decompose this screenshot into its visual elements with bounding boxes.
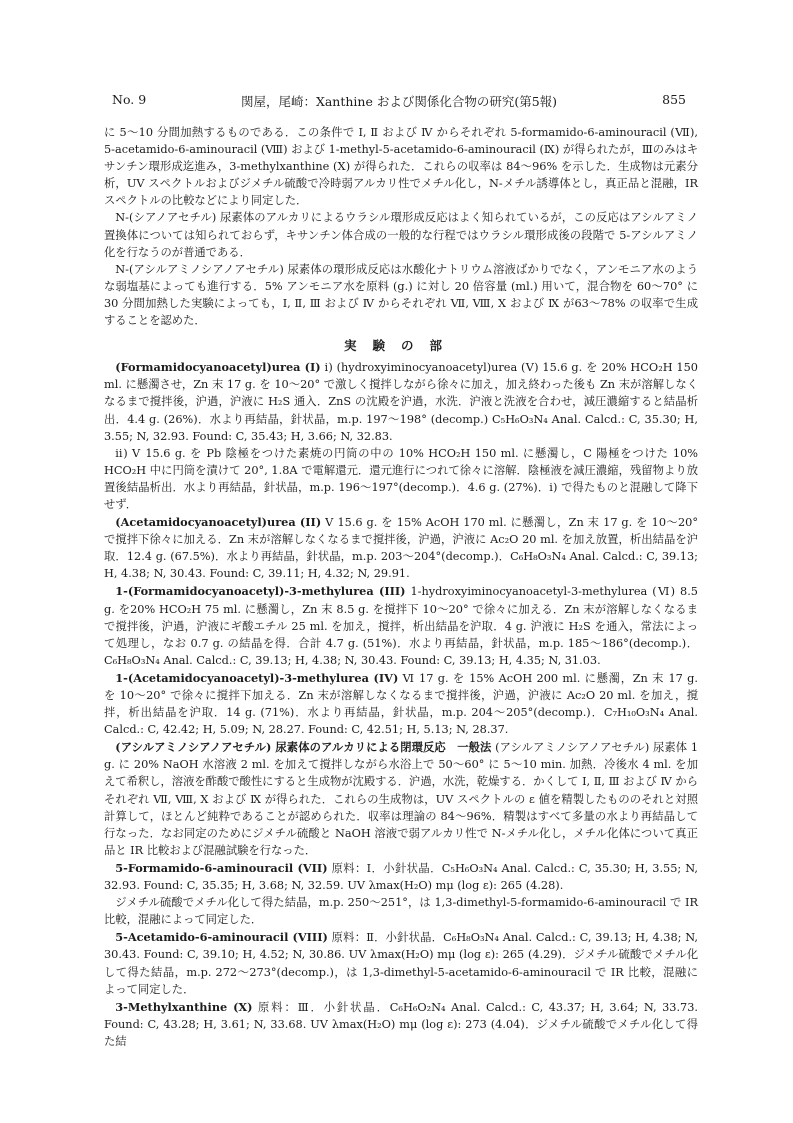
compound-title: (アシルアミノシアノアセチル) 尿素体のアルカリによる閉環反応 一般法: [115, 740, 492, 755]
experiment-entry: [104, 583, 698, 668]
compound-title: (Formamidocyanoacetyl)urea (I): [115, 360, 321, 375]
compound-title: 5-Acetamido-6-aminouracil (VIII): [115, 930, 328, 945]
article-body: [104, 124, 698, 1050]
running-title: 関屋，尾崎：Xanthine および関係化合物の研究(第5報): [240, 94, 558, 109]
experiment-entry: [104, 999, 698, 1050]
experiment-text: 原料：Ⅱ．小針状晶．C₆H₈O₃N₄ Anal. Calcd.: C, 39.13; H, 4.38; N, 30.43. Found: C, 39.10; H, 4.52; N, 30.86. UV λmax(H₂O) mμ (log ε): 265 (4.29)．ジメチル硫酸でメチル化して得た結晶，m.p. 272～273°(decomp.)，は 1,3-dimethyl-5-acetamido-6-aminouracil で IR 比較，混融によって同定した．: [104, 931, 699, 996]
experiment-entry: [104, 670, 698, 738]
experiment-entry: [104, 359, 698, 444]
experiment-entry: [104, 929, 698, 997]
compound-title: 5-Formamido-6-aminouracil (VII): [115, 860, 328, 875]
experiment-entry: [104, 894, 698, 928]
compound-title: 3-Methylxanthine (X): [115, 999, 253, 1014]
compound-title: 1-(Acetamidocyanoacetyl)-3-methylurea (IV): [115, 670, 399, 685]
experiment-text: 原料：Ⅲ．小針状晶．C₆H₆O₂N₄ Anal. Calcd.: C, 43.37; H, 3.64; N, 33.73. Found: C, 43.28; H, 3.61; N, 33.68. UV λmax(H₂O) mμ (log ε): 273 (4.04)．ジメチル硫酸でメチル化して得た結: [104, 1000, 699, 1048]
experiment-entry: [104, 514, 698, 582]
issue-number: No. 9: [112, 92, 147, 107]
experiment-entry: [104, 739, 698, 859]
section-title: 実験の部: [343, 338, 458, 354]
experiment-text: 1-hydroxyiminocyanoacetyl-3-methylurea (Ⅵ) 8.5 g. を20% HCO₂H 75 ml. に懸濁し，Zn 末 8.5 g. を撹拌下 10～20° で徐々に加える．Zn 末が溶解しなくなるまで撹拌後，沪過，沪液にギ酸エチル 25 ml. を加え，撹拌，析出結晶を沪取．4 g. 沪液に H₂S を通入，常法によって処理し，なお 0.7 g. の結晶を得．合計 4.7 g. (51%)．水より再結晶，針状晶，m.p. 185～186°(decomp.)．C₆H₈O₃N₄ Anal. Calcd.: C, 39.13; H, 4.38; N, 30.43. Found: C, 39.13; H, 4.35; N, 31.03.: [104, 585, 698, 667]
compound-title: 1-(Formamidocyanoacetyl)-3-methylurea (III): [115, 584, 406, 599]
experiment-text: Ⅴ 15.6 g. を 15% AcOH 170 ml. に懸濁し，Zn 末 17 g. を 10～20° で撹拌下徐々に加える．Zn 末が溶解しなくなるまで撹拌後，沪過，沪液に Ac₂O 20 ml. を加え放置，析出結晶を沪取．12.4 g. (67.5%)．水より再結晶，針状晶，m.p. 203～204°(decomp.)．C₆H₈O₃N₄ Anal. Calcd.: C, 39.13; H, 4.38; N, 30.43. Found: C, 39.11; H, 4.32; N, 29.91.: [104, 516, 698, 581]
experiment-text: ⅱ) Ⅴ 15.6 g. を Pb 陰極をつけた素焼の円筒の中の 10% HCO₂H 150 ml. に懸濁し，C 陽極をつけた 10% HCO₂H 中に円筒を漬けて 20°, 1.8A で電解還元．還元進行につれて徐々に溶解．陰極液を減圧濃縮，残留物より放置後結晶析出．水より再結晶，針状晶，m.p. 196～197°(decomp.)．4.6 g. (27%)．ⅰ) で得たものと混融して降下せず．: [104, 446, 698, 511]
experiment-text: Ⅵ 17 g. を 15% AcOH 200 ml. に懸濁，Zn 末 17 g. を 10～20° で徐々に撹拌下加える．Zn 末が溶解しなくなるまで撹拌後，沪過，沪液に Ac₂O 20 ml. を加え，撹拌，析出結晶を沪取．14 g. (71%)．水より再結晶，針状晶，m.p. 204～205°(decomp.)．C₇H₁₀O₃N₄ Anal. Calcd.: C, 42.42; H, 5.09; N, 28.27. Found: C, 42.51; H, 5.13; N, 28.37.: [104, 671, 698, 737]
experiment-text: ⅰ) (hydroxyiminocyanoacetyl)urea (Ⅴ) 15.6 g. を 20% HCO₂H 150 ml. に懸濁させ，Zn 末 17 g. を 10～20° で激しく撹拌しながら徐々に加え，加え終わった後も Zn 末が溶解しなくなるまで撹拌後，沪過，沪液に H₂S 通入．ZnS の沈殿を沪過，水洗．沪液と洗液を合わせ，減圧濃縮すると結晶析出．4.4 g. (26%)．水より再結晶，針状晶，m.p. 197～198° (decomp.) C₅H₆O₃N₄ Anal. Calcd.: C, 35.30; H, 3.55; N, 32.93. Found: C, 35.43; H, 3.66; N, 32.83.: [104, 361, 698, 443]
compound-title: (Acetamidocyanoacetyl)urea (II): [115, 515, 322, 530]
page-number: 855: [662, 92, 686, 107]
experiment-text: ジメチル硫酸でメチル化して得た結晶，m.p. 250～251°，は 1,3-dimethyl-5-formamido-6-aminouracil で IR 比較，混融によって同定した．: [104, 896, 698, 927]
paragraph: に 5～10 分間加熱するものである．この条件で I, Ⅱ および Ⅳ からそれぞれ 5-formamido-6-aminouracil (Ⅶ), 5-acetamido-6-aminouracil (Ⅷ) および 1-methyl-5-acetamido-6-aminouracil (Ⅸ) が得られたが，Ⅲのみはキサンチン環形成迄進み，3-methylxanthine (Ⅹ) が得られた．これらの収率は 84～96% を示した．生成物は元素分析，UV スペクトルおよびジメチル硫酸で冷時弱アルカリ性でメチル化し，N-メチル誘導体とし，真正品と混融，IR スペクトルの比較などにより同定した．: [104, 126, 698, 208]
experiment-entry: [104, 860, 698, 894]
paragraph: N-(アシルアミノシアノアセチル) 尿素体の環形成反応は水酸化ナトリウム溶液ばかりでなく，アンモニア水のような弱塩基によっても進行する．5% アンモニア水を原料 (g.) に対し 20 倍容量 (ml.) 用いて，混合物を 60～70° に 30 分間加熱した実験によっても，I, Ⅱ, Ⅲ および Ⅳ からそれぞれ Ⅶ, Ⅷ, Ⅹ および Ⅸ が63～78% の収率で生成することを認めた．: [104, 262, 698, 328]
paragraph: N-(シアノアセチル) 尿素体のアルカリによるウラシル環形成反応はよく知られているが，この反応はアシルアミノ置換体については知られておらず，キサンチン体合成の一般的な行程ではウラシル環形成後の段階で 5-アシルアミノ化を行なうのが普通である．: [104, 211, 698, 259]
experiment-entry: [104, 445, 698, 513]
experiment-text: 原料：I．小針状晶．C₅H₆O₃N₄ Anal. Calcd.: C, 35.30; H, 3.55; N, 32.93. Found: C, 35.35; H, 3.68; N, 32.59. UV λmax(H₂O) mμ (log ε): 265 (4.28).: [104, 861, 698, 893]
running-header: [112, 92, 686, 112]
experiment-text: (アシルアミノシアノアセチル) 尿素体 1 g. に 20% NaOH 水溶液 2 ml. を加えて撹拌しながら水浴上で 50～60° に 5～10 min. 加熱．冷後水 4 ml. を加えて希釈し，溶液を酢酸で酸性にすると生成物が沈殿する．沪過，水洗，乾燥する．かくして I, Ⅱ, Ⅲ および Ⅳ からそれぞれ Ⅶ, Ⅷ, Ⅹ および Ⅸ が得られた．これらの生成物は，UV スペクトルの ε 値を精製したもののそれと対照計算して，ほとんど純粋であることが認められた．収率は理論の 84～96%．精製はすべて多量の水より再結晶して行なった．なお同定のためにジメチル硫酸と NaOH 溶液で弱アルカリ性で N-メチル化し，メチル化体について真正品と IR 比較および混融試験を行なった．: [104, 741, 699, 857]
